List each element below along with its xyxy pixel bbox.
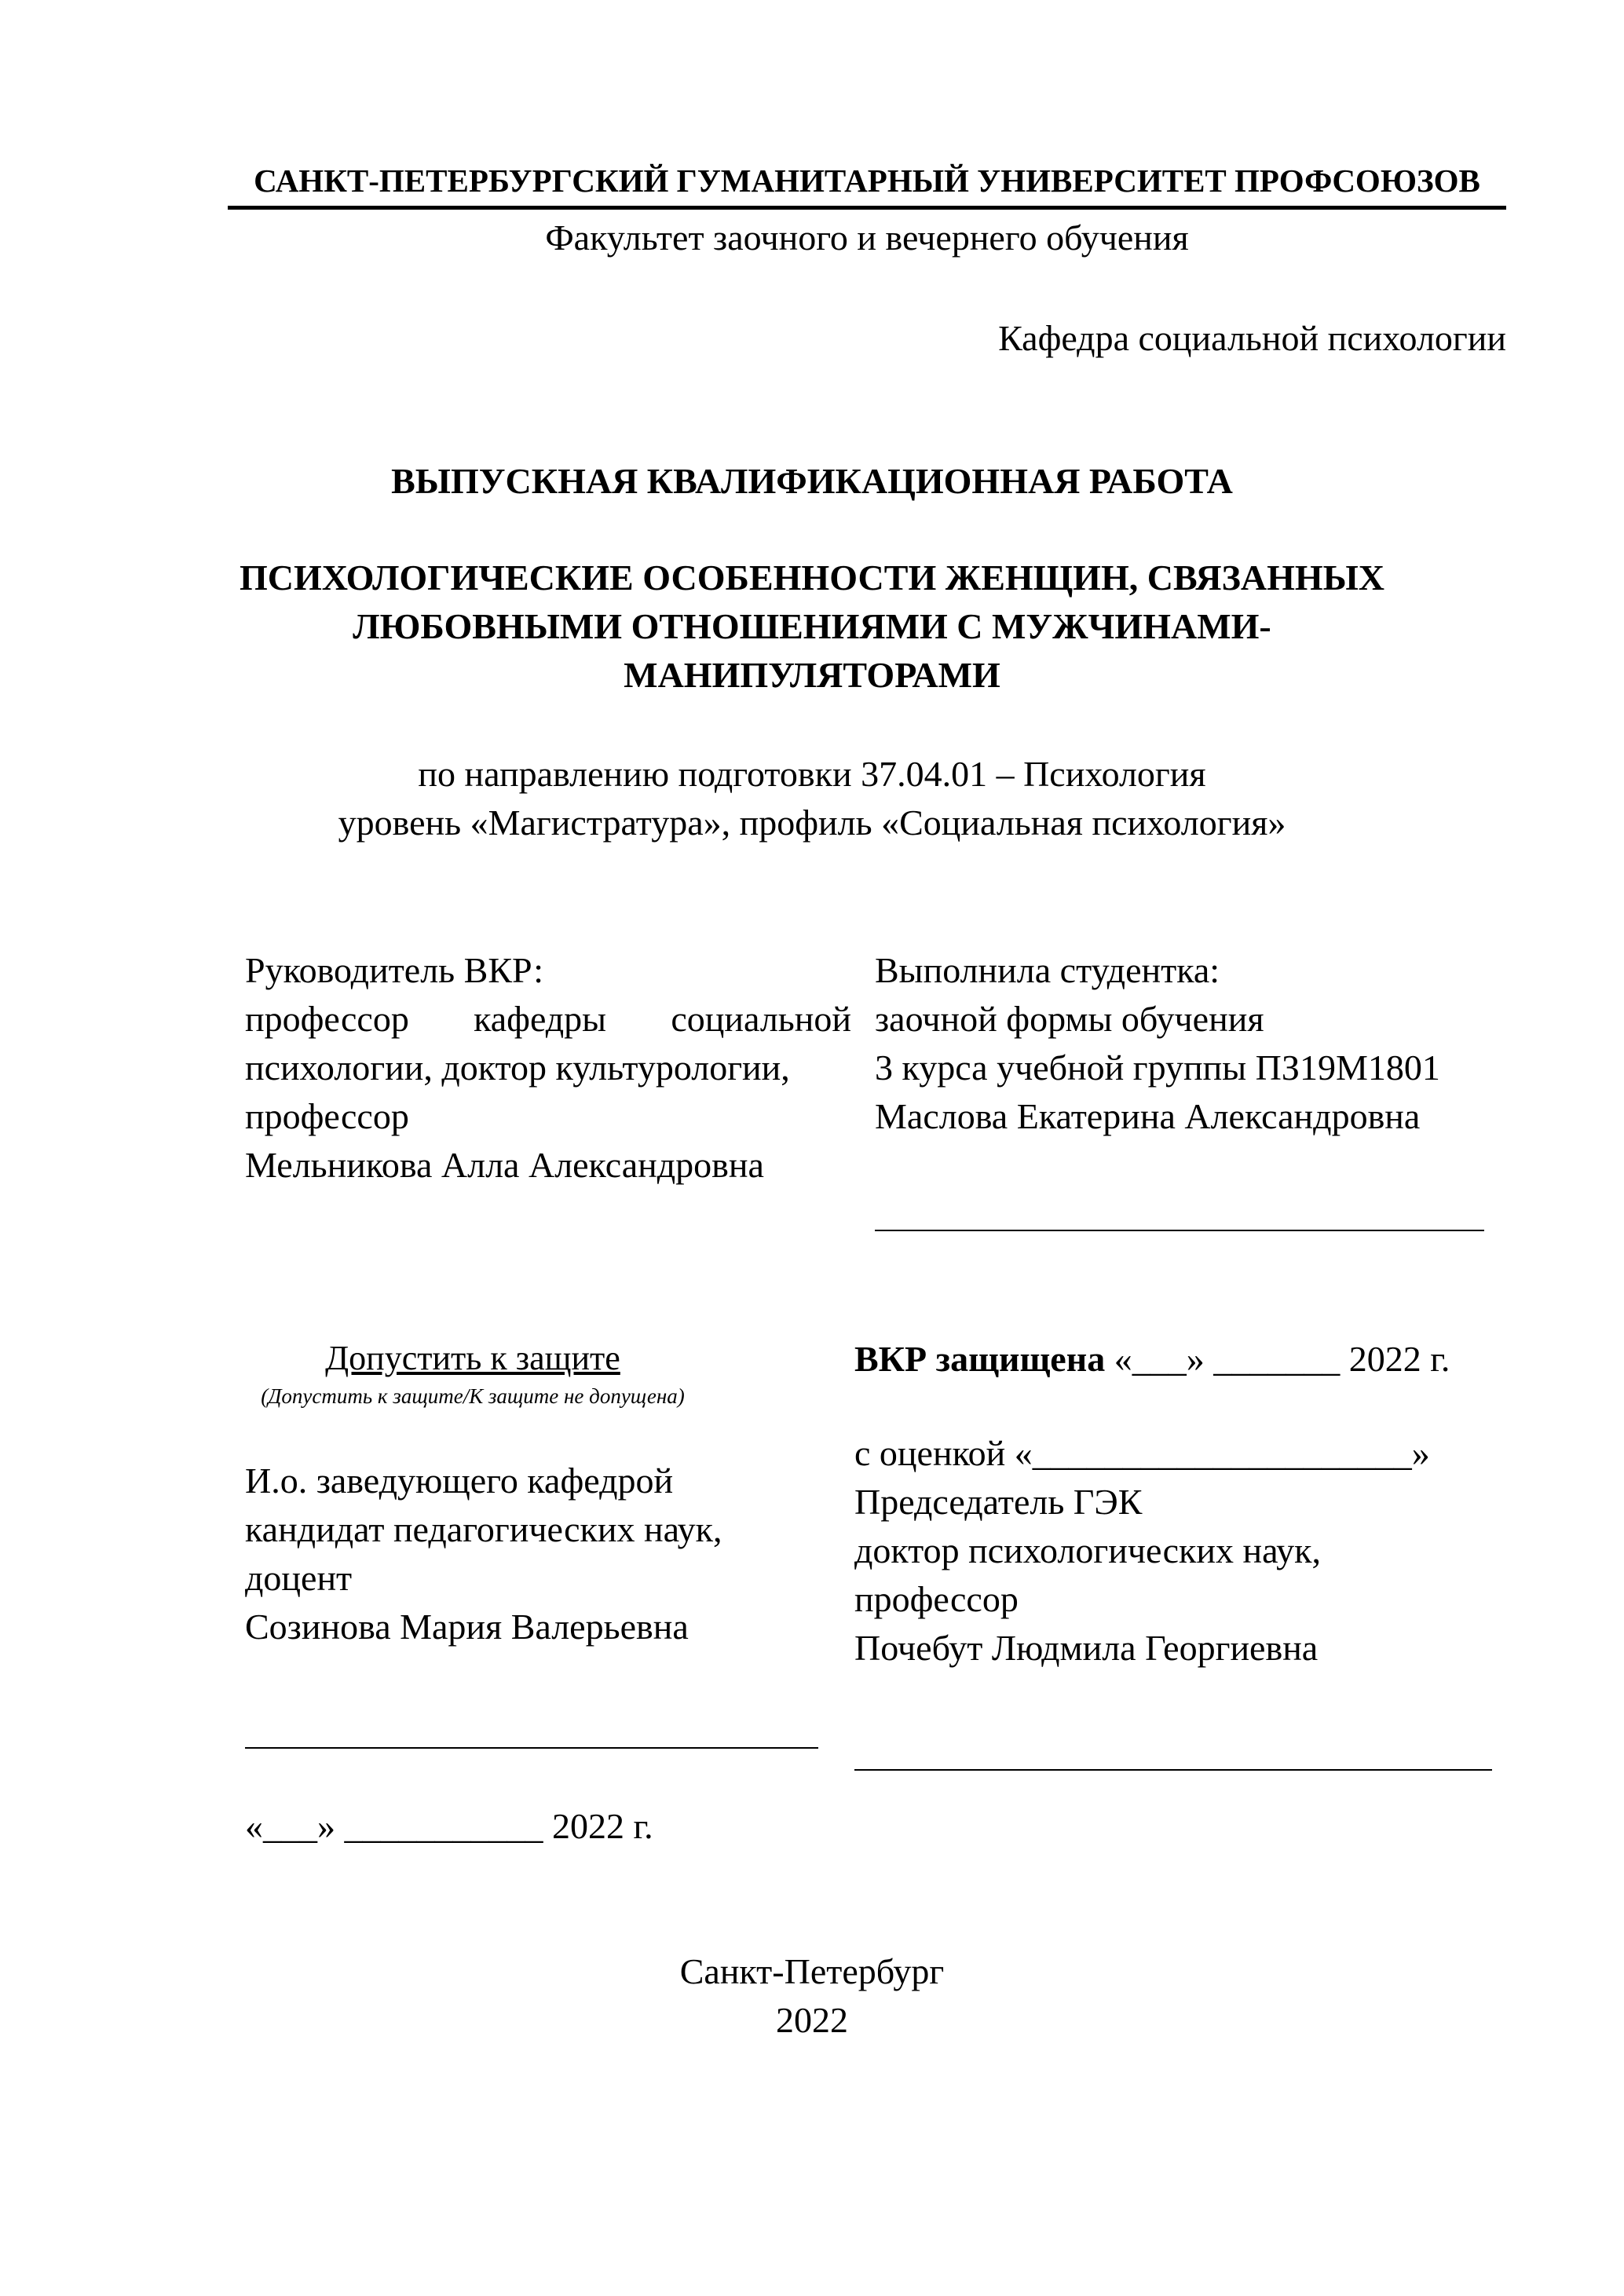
direction-line: по направлению подготовки 37.04.01 – Психология bbox=[418, 754, 1206, 794]
footer-city: Санкт-Петербург bbox=[679, 1951, 945, 1991]
defense-date bbox=[854, 1335, 1450, 1384]
document-type: ВЫПУСКНАЯ КВАЛИФИКАЦИОННАЯ РАБОТА bbox=[391, 461, 1233, 501]
commission-chair-block bbox=[854, 1478, 1506, 1673]
chair-name: Почебут Людмила Георгиевна bbox=[854, 1628, 1319, 1668]
head-role: И.о. заведующего кафедрой bbox=[245, 1461, 674, 1501]
head-date: «___» ___________ 2022 г. bbox=[245, 1806, 653, 1846]
chair-role: Председатель ГЭК bbox=[854, 1482, 1143, 1522]
admission-label: Допустить к защите bbox=[325, 1339, 620, 1377]
supervisor-label: Руководитель ВКР: bbox=[245, 950, 544, 990]
student-name: Маслова Екатерина Александровна bbox=[875, 1096, 1421, 1136]
department-head-block bbox=[245, 1457, 795, 1651]
thesis-title-line: ПСИХОЛОГИЧЕСКИЕ ОСОБЕННОСТИ ЖЕНЩИН, СВЯЗАННЫХ bbox=[239, 558, 1385, 598]
defense-date-value: «___» _______ 2022 г. bbox=[1105, 1339, 1450, 1379]
head-name: Созинова Мария Валерьевна bbox=[245, 1607, 689, 1647]
level-line: уровень «Магистратура», профиль «Социальная психология» bbox=[338, 803, 1286, 843]
thesis-title-line: МАНИПУЛЯТОРАМИ bbox=[624, 655, 1000, 695]
defense-grade: с оценкой «_____________________» bbox=[854, 1433, 1430, 1473]
head-degree: кандидат педагогических наук, bbox=[245, 1509, 722, 1549]
footer bbox=[157, 1947, 1467, 2045]
faculty-name: Факультет заочного и вечернего обучения bbox=[545, 218, 1189, 258]
department-name: Кафедра социальной психологии bbox=[998, 318, 1506, 358]
supervisor-name: Мельникова Алла Александровна bbox=[245, 1145, 764, 1185]
supervisor-block bbox=[245, 946, 851, 1190]
defense-label: ВКР защищена bbox=[854, 1339, 1106, 1379]
head-title: доцент bbox=[245, 1558, 353, 1598]
header-rule bbox=[228, 206, 1506, 210]
supervisor-position: профессор bbox=[245, 1096, 409, 1136]
footer-year: 2022 bbox=[776, 2000, 848, 2040]
university-name: САНКТ-ПЕТЕРБУРГСКИЙ ГУМАНИТАРНЫЙ УНИВЕРСИТЕТ ПРОФСОЮЗОВ bbox=[254, 163, 1480, 199]
chair-title: профессор bbox=[854, 1579, 1019, 1619]
study-direction bbox=[157, 750, 1467, 847]
supervisor-position: профессор кафедры социальной bbox=[245, 999, 851, 1039]
student-group: 3 курса учебной группы ПЗ19М1801 bbox=[875, 1047, 1440, 1088]
student-signature-line bbox=[875, 1230, 1484, 1231]
student-label: Выполнила студентка: bbox=[875, 950, 1220, 990]
head-signature-line bbox=[245, 1747, 818, 1749]
admission-options: (Допустить к защите/К защите не допущена) bbox=[261, 1384, 685, 1408]
thesis-title bbox=[157, 554, 1467, 700]
admission-block bbox=[245, 1335, 700, 1410]
thesis-title-line: ЛЮБОВНЫМИ ОТНОШЕНИЯМИ С МУЖЧИНАМИ- bbox=[353, 606, 1271, 646]
student-form: заочной формы обучения bbox=[875, 999, 1264, 1039]
chair-degree: доктор психологических наук, bbox=[854, 1530, 1322, 1570]
chair-signature-line bbox=[854, 1769, 1492, 1771]
supervisor-position: психологии, доктор культурологии, bbox=[245, 1047, 790, 1088]
student-block bbox=[875, 946, 1503, 1141]
